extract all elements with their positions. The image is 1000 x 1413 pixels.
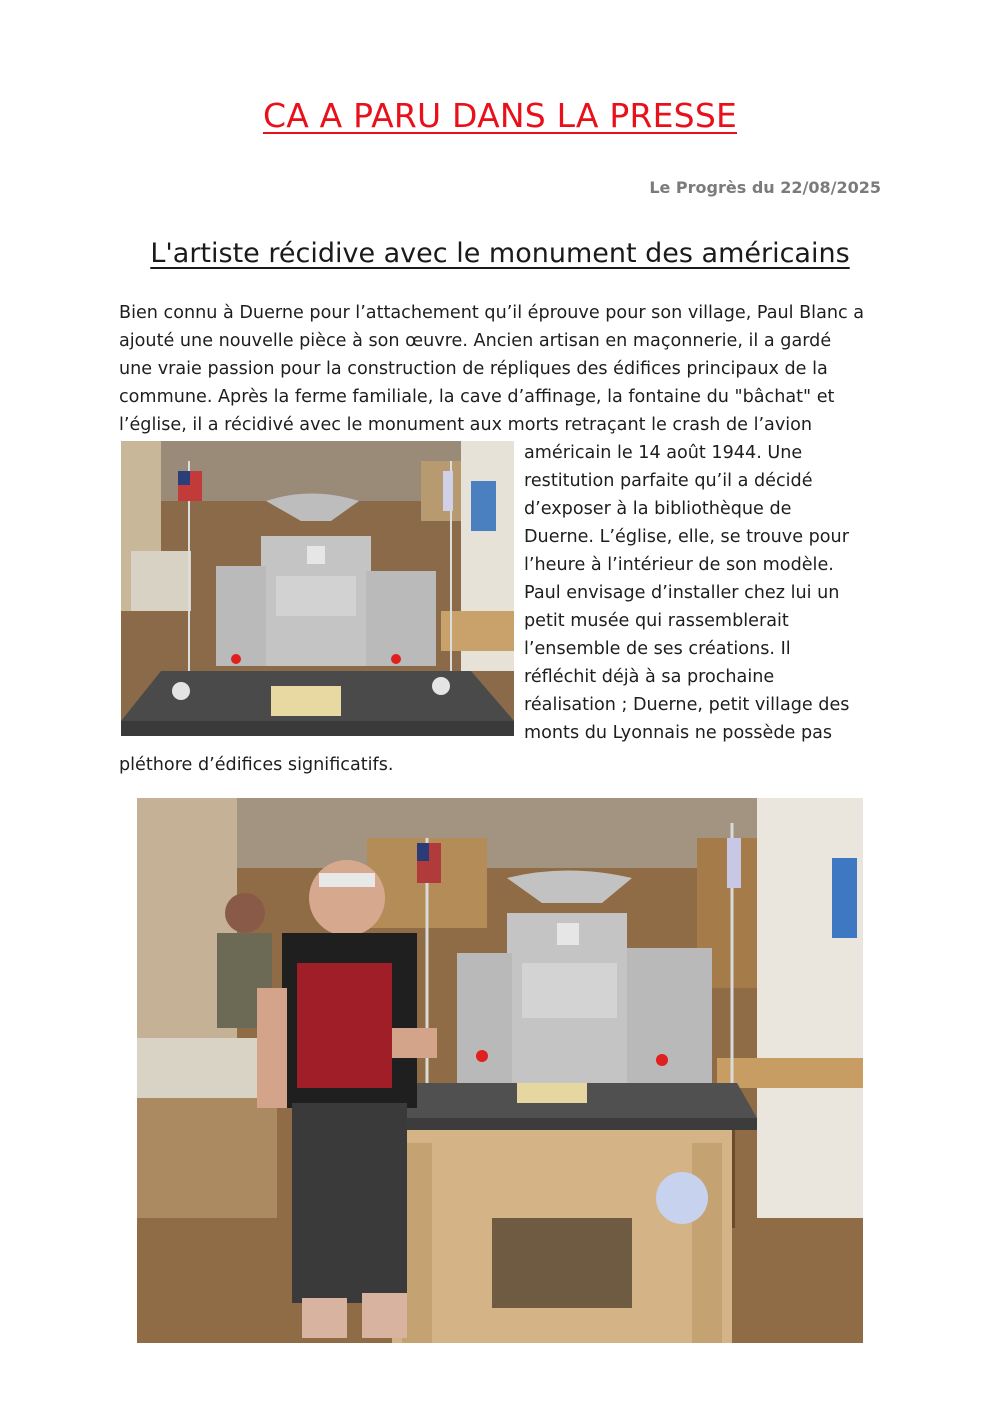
text-line: commune. Après la ferme familiale, la cave d’affinage, la fontaine du "bâchat" et	[119, 387, 835, 407]
article-paragraph-end	[119, 751, 884, 779]
text-line: Bien connu à Duerne pour l’attachement qu’il éprouve pour son village, Paul Blanc a	[119, 303, 865, 323]
text-line: d’exposer à la bibliothèque de	[524, 499, 792, 519]
text-line: Paul envisage d’installer chez lui un	[524, 583, 840, 603]
text-line: réalisation ; Duerne, petit village des	[524, 695, 850, 715]
page-title: CA A PARU DANS LA PRESSE	[262, 96, 738, 135]
monument-model-image	[121, 441, 514, 736]
text-line: monts du Lyonnais ne possède pas	[524, 723, 833, 743]
text-line: réfléchit déjà à sa prochaine	[524, 667, 775, 687]
text-line: restitution parfaite qu’il a décidé	[524, 471, 813, 491]
monument-model-photo	[121, 441, 514, 736]
text-line: l’église, il a récidivé avec le monument aux morts retraçant le crash de l’avion	[119, 415, 813, 435]
text-line: l’ensemble de ses créations. Il	[524, 639, 791, 659]
text-line: Duerne. L’église, elle, se trouve pour	[524, 527, 849, 547]
text-line: américain le 14 août 1944. Une	[524, 443, 803, 463]
text-line: ajouté une nouvelle pièce à son œuvre. Ancien artisan en maçonnerie, il a gardé	[119, 331, 832, 351]
text-line: petit musée qui rassemblerait	[524, 611, 789, 631]
article-headline: L'artiste récidive avec le monument des américains	[150, 238, 850, 269]
article-paragraph-top	[119, 299, 884, 439]
artist-with-monument-photo	[137, 798, 863, 1343]
text-line: pléthore d’édifices significatifs.	[119, 755, 394, 775]
press-source: Le Progrès du 22/08/2025	[649, 178, 881, 197]
artist-with-monument-image	[137, 798, 863, 1343]
text-line: une vraie passion pour la construction de répliques des édifices principaux de la	[119, 359, 828, 379]
article-paragraph-right	[524, 439, 884, 747]
text-line: l’heure à l’intérieur de son modèle.	[524, 555, 834, 575]
